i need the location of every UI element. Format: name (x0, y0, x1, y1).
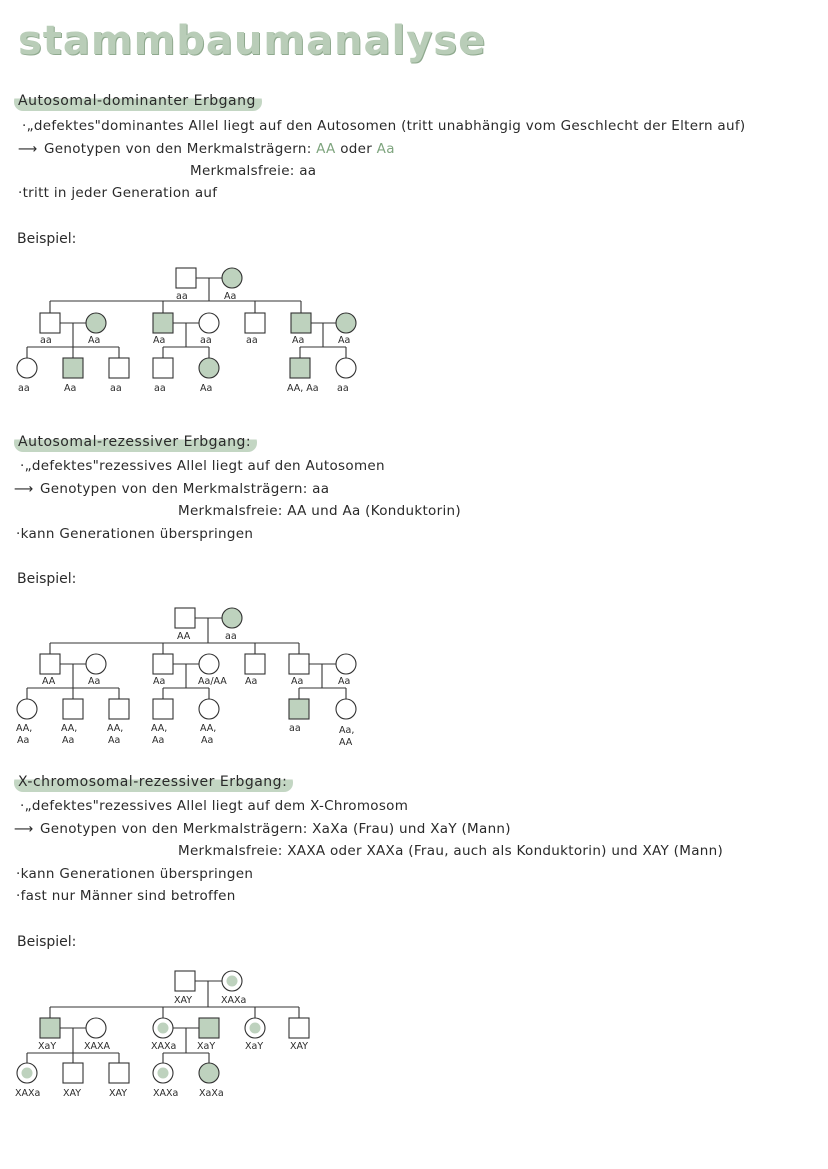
text-line: ·kann Generationen überspringen (16, 526, 254, 542)
genotype-label: XAXa (15, 1088, 41, 1099)
pedigree-x-chromosomal-recessive (0, 962, 400, 1102)
genotype-label: aa (225, 631, 237, 642)
genotype-label: aa (154, 383, 166, 394)
genotype-label: XAXa (221, 995, 247, 1006)
genotype-label: AA (339, 737, 353, 748)
pedigree-female (336, 358, 356, 378)
genotype-label: XAY (109, 1088, 128, 1099)
genotype-label: XaY (245, 1041, 264, 1052)
genotype-label: XAXa (151, 1041, 177, 1052)
genotype-label: Aa (62, 735, 75, 746)
pedigree-male (63, 699, 83, 719)
pedigree-male (175, 608, 195, 628)
pedigree-male (63, 1063, 83, 1083)
genotype-label: Aa (200, 383, 213, 394)
section-heading-autosomal-dominant: Autosomal-dominanter Erbgang (14, 92, 262, 111)
pedigree-female (336, 654, 356, 674)
pedigree-male-affected (153, 313, 173, 333)
pedigree-male (176, 268, 196, 288)
genotype-label: Aa (153, 335, 166, 346)
genotype-label: Aa (64, 383, 77, 394)
pedigree-female-affected (222, 268, 242, 288)
genotype-label: Aa (292, 335, 305, 346)
pedigree-male (245, 313, 265, 333)
genotype-label: Aa (338, 676, 351, 687)
text-line: ·fast nur Männer sind betroffen (16, 888, 236, 904)
pedigree-male (40, 313, 60, 333)
pedigree-male-affected (199, 1018, 219, 1038)
pedigree-male (109, 699, 129, 719)
genotype-label: AA, (151, 723, 168, 734)
genotype-label: aa (200, 335, 212, 346)
pedigree-female-affected (86, 313, 106, 333)
genotype-label: Aa (224, 291, 237, 302)
genotype-label: Aa (88, 335, 101, 346)
pedigree-male (153, 358, 173, 378)
text-line: ·tritt in jeder Generation auf (18, 185, 218, 201)
genotype-label: AA, (16, 723, 33, 734)
genotype-label: Aa (108, 735, 121, 746)
text-line: ·kann Generationen überspringen (16, 866, 254, 882)
genotype-label: Aa (88, 676, 101, 687)
genotype-label: aa (289, 723, 301, 734)
text-line: Merkmalsfreie: aa (190, 163, 317, 179)
pedigree-male (175, 971, 195, 991)
genotype-label: XAXa (153, 1088, 179, 1099)
genotype-label: XaY (38, 1041, 57, 1052)
pedigree-male-affected (289, 699, 309, 719)
genotype-label: aa (40, 335, 52, 346)
genotype-line: ⟶ Genotypen von den Merkmalsträgern: aa (14, 481, 330, 497)
arrow-right-icon: ⟶ (14, 821, 34, 837)
genotype-label: XAXA (84, 1041, 111, 1052)
pedigree-female-affected (222, 608, 242, 628)
genotype-label: AA, (61, 723, 78, 734)
genotype-label: XAY (174, 995, 193, 1006)
genotype-label: XAY (290, 1041, 309, 1052)
page-title: stammbaumanalyse (18, 18, 487, 64)
pedigree-female (336, 699, 356, 719)
genotype-label: Aa (245, 676, 258, 687)
genotype-label: Aa, (339, 725, 355, 736)
genotype-label: Aa (152, 735, 165, 746)
genotype-label: AA, (200, 723, 217, 734)
section-heading-x-chromosomal-recessive: X-chromosomal-rezessiver Erbgang: (14, 773, 293, 792)
text-line: ·„defektes"rezessives Allel liegt auf den Autosomen (20, 458, 385, 474)
example-label: Beispiel: (17, 571, 77, 587)
genotype-label: Aa (291, 676, 304, 687)
genotype-label: Aa/AA (198, 676, 227, 687)
pedigree-male-affected (290, 358, 310, 378)
pedigree-female (199, 313, 219, 333)
pedigree-female-affected (199, 1063, 219, 1083)
pedigree-male (40, 654, 60, 674)
genotype-label: Aa (201, 735, 214, 746)
pedigree-male (289, 1018, 309, 1038)
genotype-label: XAY (63, 1088, 82, 1099)
pedigree-female (199, 699, 219, 719)
pedigree-male-affected (40, 1018, 60, 1038)
genotype-label: AA, Aa (287, 383, 319, 394)
genotype-label: Aa (153, 676, 166, 687)
genotype-label: AA, (107, 723, 124, 734)
pedigree-autosomal-recessive (0, 600, 400, 750)
pedigree-male-affected (291, 313, 311, 333)
arrow-right-icon: ⟶ (14, 481, 34, 497)
genotype-label: Aa (338, 335, 351, 346)
pedigree-male-affected (63, 358, 83, 378)
pedigree-female (17, 358, 37, 378)
genotype-label: aa (110, 383, 122, 394)
text-line: ·„defektes"rezessives Allel liegt auf dem X-Chromosom (20, 798, 409, 814)
genotype-label: aa (176, 291, 188, 302)
pedigree-male (153, 654, 173, 674)
section-heading-autosomal-recessive: Autosomal-rezessiver Erbgang: (14, 433, 257, 452)
genotype-line: ⟶ Genotypen von den Merkmalsträgern: AA oder Aa (18, 141, 395, 157)
text-line: Merkmalsfreie: XAXA oder XAXa (Frau, auch als Konduktorin) und XAY (Mann) (178, 843, 724, 859)
pedigree-male (289, 654, 309, 674)
example-label: Beispiel: (17, 934, 77, 950)
genotype-label: XaXa (199, 1088, 224, 1099)
pedigree-male (109, 1063, 129, 1083)
pedigree-male (153, 699, 173, 719)
pedigree-female (17, 699, 37, 719)
genotype-label: aa (246, 335, 258, 346)
pedigree-female (86, 1018, 106, 1038)
pedigree-male (109, 358, 129, 378)
pedigree-female-affected (199, 358, 219, 378)
genotype-label: aa (18, 383, 30, 394)
genotype-label: aa (337, 383, 349, 394)
text-line: Merkmalsfreie: AA und Aa (Konduktorin) (178, 503, 461, 519)
genotype-label: XaY (197, 1041, 216, 1052)
pedigree-autosomal-dominant (0, 260, 400, 400)
pedigree-female (199, 654, 219, 674)
genotype-label: Aa (17, 735, 30, 746)
genotype-label: AA (42, 676, 56, 687)
example-label: Beispiel: (17, 231, 77, 247)
pedigree-female (86, 654, 106, 674)
genotype-label: AA (177, 631, 191, 642)
arrow-right-icon: ⟶ (18, 141, 38, 157)
text-line: ·„defektes"dominantes Allel liegt auf den Autosomen (tritt unabhängig vom Geschlecht der Eltern auf) (22, 118, 746, 134)
pedigree-female-affected (336, 313, 356, 333)
pedigree-male (245, 654, 265, 674)
genotype-line: ⟶ Genotypen von den Merkmalsträgern: XaXa (Frau) und XaY (Mann) (14, 821, 511, 837)
